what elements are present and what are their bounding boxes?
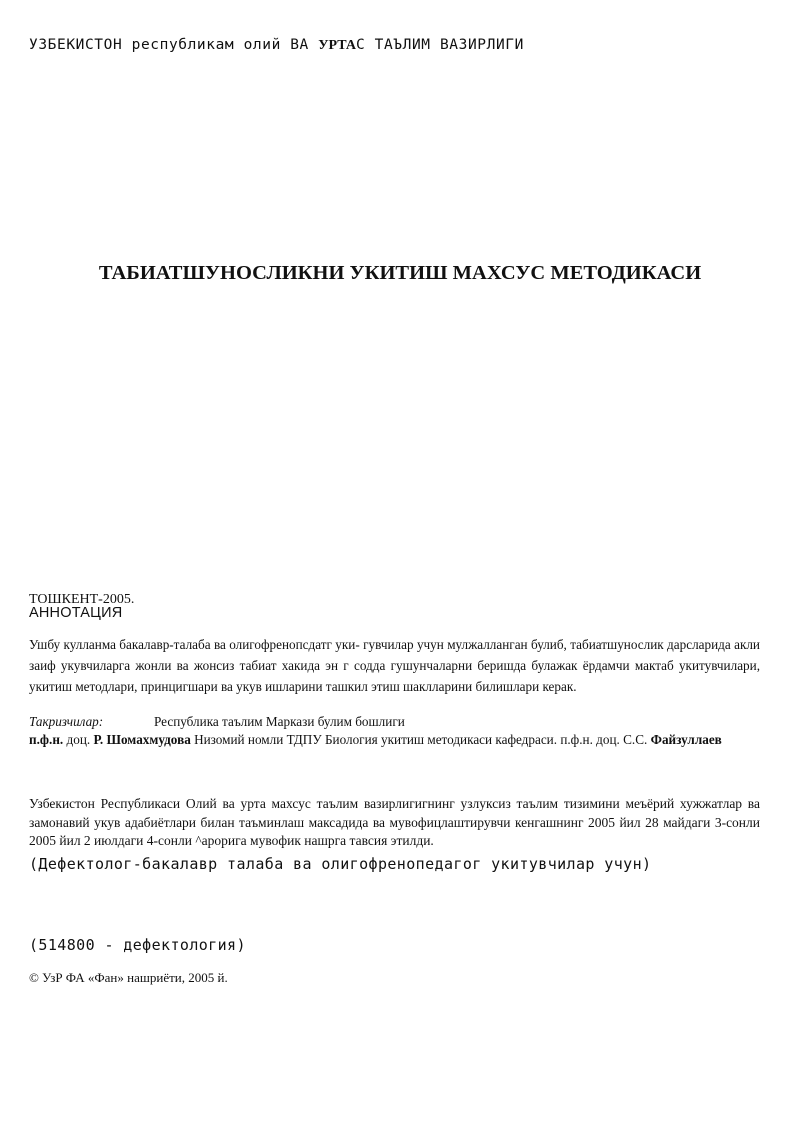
title-1: доц. — [63, 732, 94, 747]
reviewer-name-1: Р. Шомахмудова — [93, 732, 191, 747]
ministry-header — [29, 37, 524, 54]
document-title: ТАБИАТШУНОСЛИКНИ УКИТИШ МАХСУС МЕТОДИКАСИ — [98, 262, 702, 284]
ministry-header-part-c: С ТАЪЛИМ ВАЗИРЛИГИ — [356, 37, 524, 53]
degree-1: п.ф.н. — [29, 732, 64, 747]
specialty-code: (514800 - дефектология) — [29, 936, 246, 954]
city-year: ТОШКЕНТ-2005. — [29, 592, 135, 607]
department-text: Низомий номли ТДПУ Биология укитиш методикаси кафедраси. п.ф.н. доц. С.С. — [190, 732, 651, 747]
ministry-header-part-a: УЗБЕКИСТОН республикам олий ВА — [29, 37, 309, 53]
audience-line: (Дефектолог-бакалавр талаба ва олигофренопедагог укитувчилар учун) — [29, 855, 652, 873]
reviewers-line — [29, 714, 769, 730]
copyright-line: © УзР ФА «Фан» нашриёти, 2005 й. — [29, 970, 228, 985]
reviewers-label: Такризчилар: — [29, 714, 104, 729]
annotation-heading: АННОТАЦИЯ — [29, 605, 123, 621]
approval-paragraph: Узбекистон Республикаси Олий ва урта махсус таълим вазирлигигнинг узлуксиз таълим тизимини меъёрий хужжатлар ва замонавий укув адабиётлари билан таъминлаш максадида ва мувофицлаштирувчи кенгашнинг 2005 йил 28 майдаги 3-сонли 2005 йил 2 июлдаги 4-сонли ^арорига мувофик нашрга тавсия этилди. — [29, 796, 760, 848]
ministry-header-part-b: УРТА — [318, 38, 356, 53]
reviewers-text: Республика таълим Маркази булим бошлиги — [154, 714, 405, 729]
reviewers-authors-line — [29, 732, 789, 748]
reviewer-name-2: Файзуллаев — [650, 732, 722, 747]
abstract-paragraph: Ушбу кулланма бакалавр-талаба ва олигофренопсдатг уки- гувчилар учун мулжалланган булиб, табиатшунослик дарсларида акли заиф укувчиларга жонли ва жонсиз табиат хакида эн г содда гушунчаларни беришда булажак ёрдамчи мактаб укитувчилари, укитиш методлари, принцигшари ва укув ишларини ташкил этиш шаклларини билишлари керак. — [29, 637, 760, 694]
